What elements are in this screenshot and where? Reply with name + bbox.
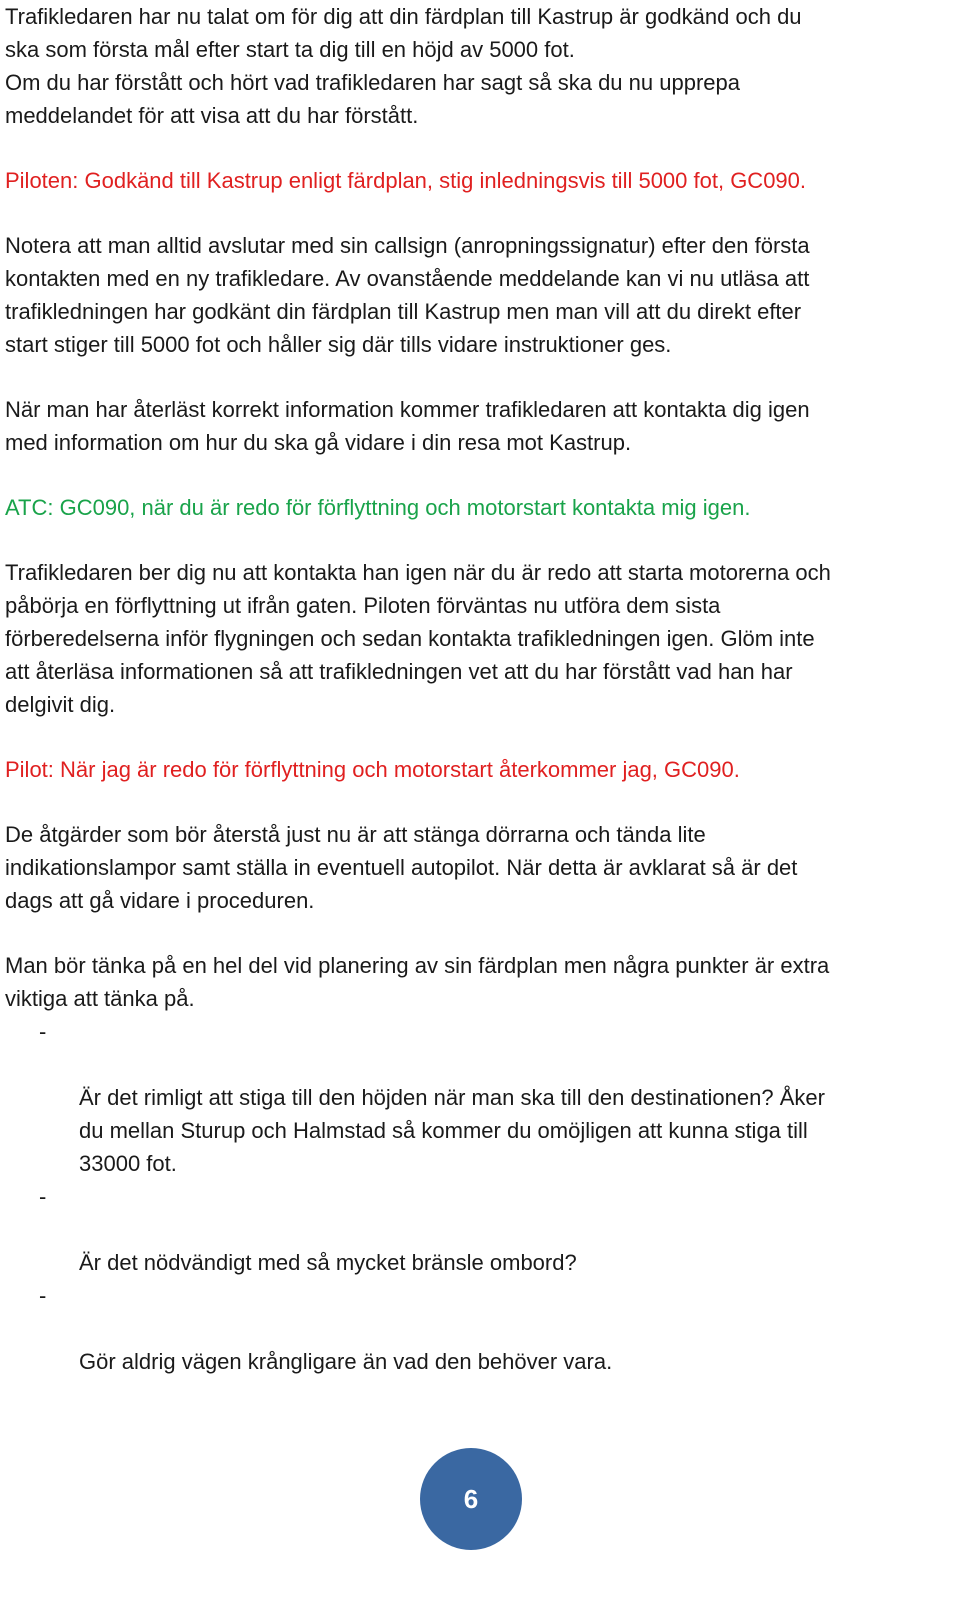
paragraph-planning: Man bör tänka på en hel del vid planering av sin färdplan men några punkter är extra viktiga att tänka på. [5, 953, 830, 1011]
pilot-quote-ready: Pilot: När jag är redo för förflyttning och motorstart återkommer jag, GC090. [5, 757, 740, 782]
list-dash: - [39, 1019, 47, 1044]
paragraph-readback-info: När man har återläst korrekt information kommer trafikledaren att kontakta dig igen med information om hur du ska gå vidare i din resa mot Kastrup. [5, 397, 810, 455]
page-number: 6 [463, 1483, 479, 1514]
paragraph-intro: Trafikledaren har nu talat om för dig att din färdplan till Kastrup är godkänd och du ska som första mål efter start ta dig till en höjd av 5000 fot. Om du har förstått och hört vad trafikledaren har sagt så ska du nu upprepa meddelandet för att visa att du har förstått. [5, 4, 802, 128]
list-item [5, 1279, 945, 1378]
pilot-quote-readback: Piloten: Godkänd till Kastrup enligt färdplan, stig inledningsvis till 5000 fot, GC090. [5, 168, 807, 193]
list-item [5, 1180, 945, 1279]
checklist [5, 1015, 945, 1378]
document-page [5, 0, 945, 1378]
list-dash: - [39, 1184, 47, 1209]
list-item [5, 1015, 945, 1180]
page-number-badge [420, 1448, 522, 1550]
paragraph-callsign-note: Notera att man alltid avslutar med sin callsign (anropningssignatur) efter den första kontakten med en ny trafikledare. Av ovanstående meddelande kan vi nu utläsa att trafikledningen har godkänt din färdplan till Kastrup men man vill att du direkt efter start stiger till 5000 fot och håller sig där tills vidare instruktioner ges. [5, 233, 810, 357]
list-item-text: Gör aldrig vägen krångligare än vad den behöver vara. [79, 1349, 613, 1374]
paragraph-engine-start: Trafikledaren ber dig nu att kontakta han igen när du är redo att starta motorerna och påbörja en förflyttning ut ifrån gaten. Piloten förväntas nu utföra dem sista förberedelserna inför flygningen och sedan kontakta trafikledningen igen. Glöm inte att återläsa informationen så att trafikledningen vet att du har förstått vad han har delgivit dig. [5, 560, 831, 717]
list-dash: - [39, 1283, 47, 1308]
atc-quote: ATC: GC090, när du är redo för förflyttning och motorstart kontakta mig igen. [5, 495, 751, 520]
list-item-text: Är det rimligt att stiga till den höjden när man ska till den destinationen? Åker du mellan Sturup och Halmstad så kommer du omöjligen att kunna stiga till 33000 fot. [79, 1085, 825, 1176]
paragraph-remaining-actions: De åtgärder som bör återstå just nu är att stänga dörrarna och tända lite indikationslampor samt ställa in eventuell autopilot. När detta är avklarat så är det dags att gå vidare i proceduren. [5, 822, 798, 913]
list-item-text: Är det nödvändigt med så mycket bränsle ombord? [79, 1250, 577, 1275]
